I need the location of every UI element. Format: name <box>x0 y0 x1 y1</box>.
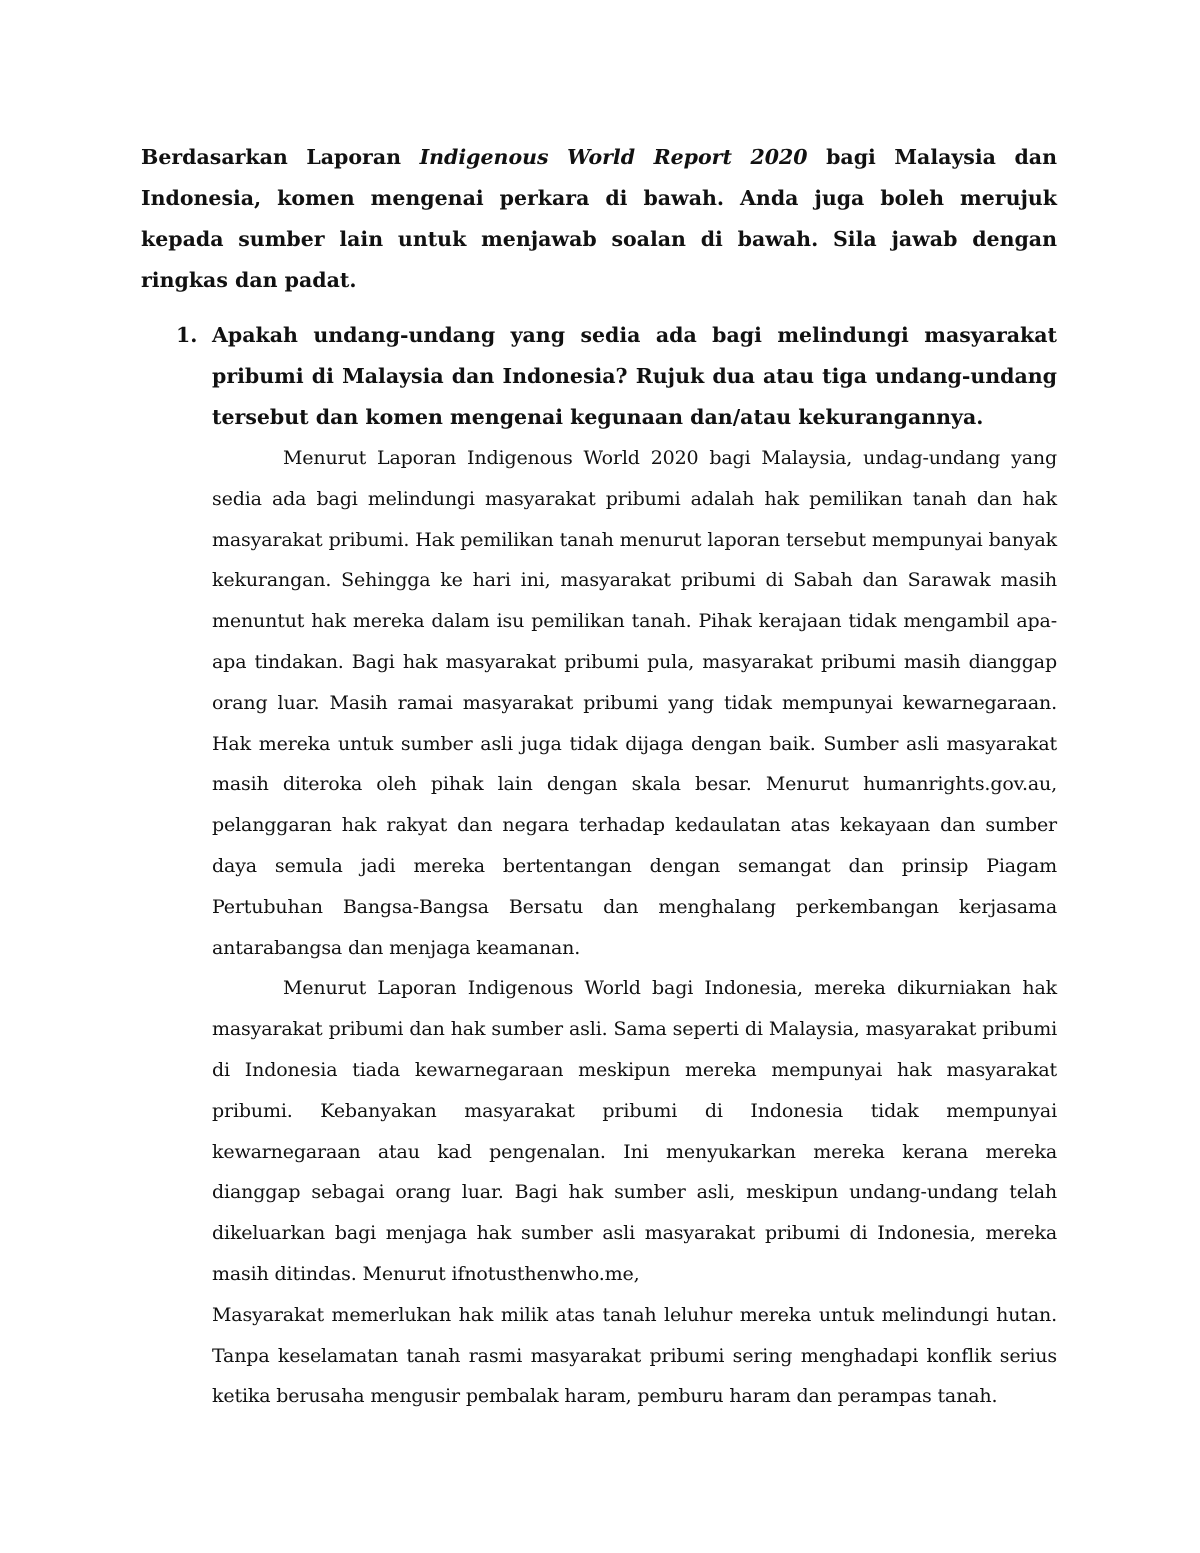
answer-body <box>212 438 1057 1417</box>
intro-paragraph <box>141 137 1057 301</box>
question-text: Apakah undang-undang yang sedia ada bagi melindungi masyarakat pribumi di Malaysia dan Indonesia? Rujuk dua atau tiga undang-undang tersebut dan komen mengenai kegunaan dan/atau kekurangannya. <box>212 323 1057 429</box>
question-number: 1. <box>176 323 198 347</box>
answer-quote: Masyarakat memerlukan hak milik atas tanah leluhur mereka untuk melindungi hutan. Tanpa keselamatan tanah rasmi masyarakat pribumi sering menghadapi konflik serius ketika berusaha mengusir pembalak haram, pemburu haram dan perampas tanah. <box>212 1303 1057 1408</box>
report-title: Indigenous World Report 2020 <box>419 145 808 169</box>
intro-text-end: bagi Malaysia dan Indonesia, komen mengenai perkara di bawah. Anda juga boleh merujuk kepada sumber lain untuk menjawab soalan di bawah. Sila jawab dengan ringkas dan padat. <box>141 145 1057 292</box>
intro-text-start: Berdasarkan Laporan <box>141 145 420 169</box>
answer-paragraph-indonesia: Menurut Laporan Indigenous World bagi Indonesia, mereka dikurniakan hak masyarakat pribumi dan hak sumber asli. Sama seperti di Malaysia, masyarakat pribumi di Indonesia tiada kewarnegaraan meskipun mereka mempunyai hak masyarakat pribumi. Kebanyakan masyarakat pribumi di Indonesia tidak mempunyai kewarnegaraan atau kad pengenalan. Ini menyukarkan mereka kerana mereka dianggap sebagai orang luar. Bagi hak sumber asli, meskipun undang-undang telah dikeluarkan bagi menjaga hak sumber asli masyarakat pribumi di Indonesia, mereka masih ditindas. Menurut ifnotusthenwho.me, <box>212 977 1057 1285</box>
question-list <box>141 315 1057 1417</box>
document-page <box>141 137 1057 1517</box>
question-item <box>141 315 1057 1417</box>
answer-paragraph-malaysia: Menurut Laporan Indigenous World 2020 bagi Malaysia, undag-undang yang sedia ada bagi melindungi masyarakat pribumi adalah hak pemilikan tanah dan hak masyarakat pribumi. Hak pemilikan tanah menurut laporan tersebut mempunyai banyak kekurangan. Sehingga ke hari ini, masyarakat pribumi di Sabah dan Sarawak masih menuntut hak mereka dalam isu pemilikan tanah. Pihak kerajaan tidak mengambil apa-apa tindakan. Bagi hak masyarakat pribumi pula, masyarakat pribumi masih dianggap orang luar. Masih ramai masyarakat pribumi yang tidak mempunyai kewarnegaraan. Hak mereka untuk sumber asli juga tidak dijaga dengan baik. Sumber asli masyarakat masih diteroka oleh pihak lain dengan skala besar. Menurut humanrights.gov.au, pelanggaran hak rakyat dan negara terhadap kedaulatan atas kekayaan dan sumber daya semula jadi mereka bertentangan dengan semangat dan prinsip Piagam Pertubuhan Bangsa-Bangsa Bersatu dan menghalang perkembangan kerjasama antarabangsa dan menjaga keamanan. <box>212 447 1057 959</box>
